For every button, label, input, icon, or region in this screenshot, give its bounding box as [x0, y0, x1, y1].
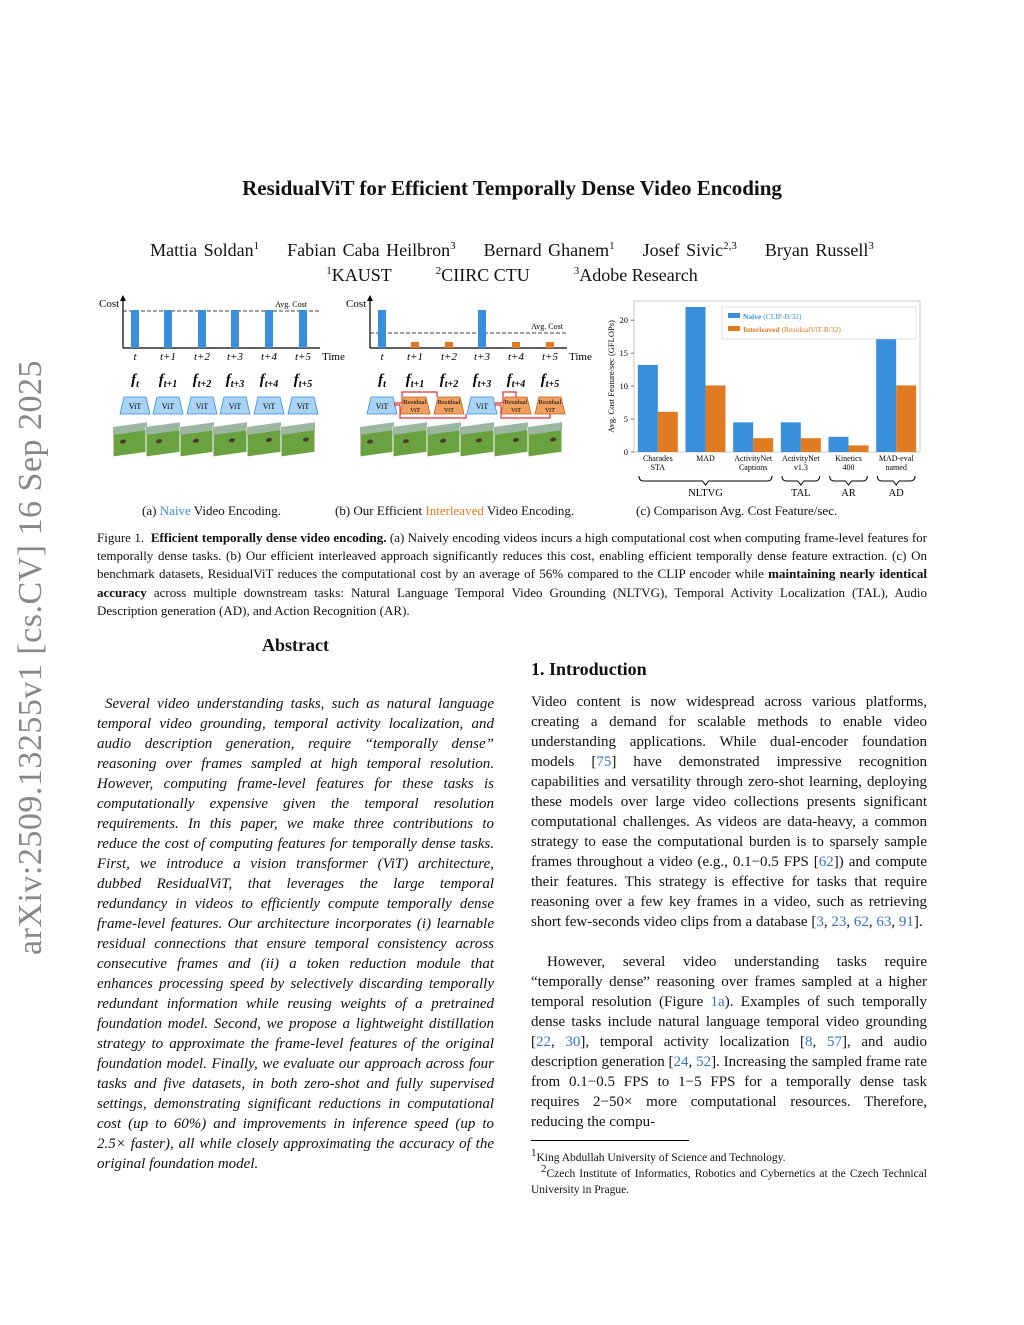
task-brace [639, 476, 772, 485]
intro-text-run: ], temporal activity localization [ [580, 1034, 806, 1050]
time-tick: t+2 [441, 351, 457, 363]
video-frame-thumbnail [360, 422, 394, 457]
affiliation-2: $^3$Adobe Research [573, 265, 698, 285]
affiliation-1: $^2$CIIRC CTU [435, 265, 530, 285]
intro-text-run: , [868, 914, 877, 930]
citation-link[interactable]: 8 [805, 1034, 813, 1050]
bar-naive-4 [829, 437, 849, 452]
footnote-2: $^2$Czech Institute of Informatics, Robotics and Cybernetics at the Czech Technical University in Prague. [531, 1163, 927, 1196]
author-2: Bernard Ghanem$^1$ [483, 240, 615, 260]
author-3: Josef Sivic$^{2,3}$ [642, 240, 737, 260]
x-tick-label: ActivityNet [734, 454, 773, 463]
abstract-heading: Abstract [262, 635, 329, 655]
bar-interleaved-3 [801, 438, 821, 452]
intro-paragraph-2 [531, 952, 927, 1132]
encoder-label: ViT [161, 402, 175, 411]
bar-naive-3 [781, 422, 801, 452]
encoder-label: ViT [475, 402, 489, 411]
legend-swatch [728, 326, 740, 331]
chart-legend [722, 307, 916, 339]
subcaption-b: (b) Our Efficient Interleaved Video Encoding. [335, 503, 575, 518]
x-tick-label: 400 [842, 463, 855, 472]
bar-interleaved-4 [849, 445, 869, 452]
encoder-label: ViT [195, 402, 209, 411]
citation-link[interactable]: 1a [710, 994, 725, 1010]
cost-bar [478, 310, 486, 348]
feature-label: $f_{t+1}$ [405, 372, 425, 390]
x-tick-label: MAD-eval [878, 454, 914, 463]
x-tick-label: v1.3 [793, 463, 808, 472]
citation-link[interactable]: 3 [816, 914, 824, 930]
task-group-label: NLTVG [688, 488, 723, 499]
video-frame-thumbnail [180, 422, 214, 457]
intro-text-run: , [812, 1034, 827, 1050]
video-frame-thumbnail [113, 422, 147, 457]
x-tick-label: MAD [696, 454, 715, 463]
affiliation-list [0, 265, 1024, 286]
task-group-label: TAL [791, 488, 811, 499]
time-tick: t+5 [295, 351, 311, 363]
x-tick-label: Charades [642, 454, 673, 463]
time-label: Time [569, 351, 592, 363]
encoder-label: ViT [409, 407, 421, 414]
feature-label: $f_{t+1}$ [158, 372, 178, 390]
arxiv-stamp: arXiv:2509.13255v1 [cs.CV] 16 Sep 2025 [12, 359, 49, 955]
x-tick-label: Captions [738, 463, 768, 472]
figure-panel-c-chart [600, 295, 925, 500]
time-tick: t+1 [160, 351, 176, 363]
feature-label: $f_{t+5}$ [293, 372, 313, 390]
bar-naive-0 [638, 365, 658, 452]
time-tick: t [133, 351, 137, 363]
time-tick: t+3 [474, 351, 490, 363]
feature-label: $f_{t+3}$ [472, 372, 492, 390]
cost-bar [546, 342, 554, 348]
legend-swatch [728, 313, 740, 318]
y-tick-label: 15 [619, 348, 628, 359]
task-group-label: AR [841, 488, 856, 499]
feature-label: $f_{t+4}$ [259, 372, 279, 390]
citation-link[interactable]: 52 [696, 1054, 712, 1070]
video-frame-thumbnail [247, 422, 281, 457]
time-tick: t+3 [227, 351, 243, 363]
video-frame-thumbnail [494, 422, 528, 457]
x-tick-label: Kinetics [835, 454, 862, 463]
intro-text-run: , [891, 914, 899, 930]
task-brace [877, 476, 915, 485]
citation-link[interactable]: 23 [831, 914, 847, 930]
x-tick-label: ActivityNet [781, 454, 820, 463]
time-tick: t [380, 351, 384, 363]
encoder-label: ViT [296, 402, 310, 411]
x-tick-label: STA [650, 463, 666, 472]
encoder-label: Residual [504, 399, 528, 406]
task-brace [830, 476, 868, 485]
bar-naive-2 [733, 422, 753, 452]
legend-entry: Interleaved (ResidualViT-B/32) [743, 325, 841, 334]
video-frame-thumbnail [146, 422, 180, 457]
cost-bar [164, 310, 172, 348]
bar-interleaved-1 [706, 385, 726, 452]
intro-text-run: Video content is now widespread across various platforms, creating a demand for scalable methods to enable video understanding applications. While dual-encoder foundation models [ [531, 694, 927, 770]
cost-bar [512, 342, 520, 348]
x-tick-label: named [885, 463, 907, 472]
citation-link[interactable]: 63 [876, 914, 892, 930]
intro-text-run: , [551, 1034, 566, 1050]
encoder-label: ViT [228, 402, 242, 411]
feature-label: $f_t$ [378, 372, 386, 390]
cost-bar [411, 342, 419, 348]
intro-text-run: , [688, 1054, 697, 1070]
time-tick: t+4 [508, 351, 524, 363]
axis-arrow [120, 295, 126, 301]
task-group-label: AD [888, 488, 904, 499]
citation-link[interactable]: 30 [565, 1034, 581, 1050]
author-0: Mattia Soldan$^1$ [150, 240, 260, 260]
cost-bar [265, 310, 273, 348]
cost-bar [378, 310, 386, 348]
feature-label: $f_{t+4}$ [506, 372, 526, 390]
intro-text-run: ). Examples of such temporally dense tasks include natural language temporal video grounding [ [531, 994, 927, 1050]
citation-link[interactable]: 24 [673, 1054, 689, 1070]
time-tick: t+4 [261, 351, 277, 363]
encoder-label: ViT [262, 402, 276, 411]
feature-label: $f_{t+5}$ [540, 372, 560, 390]
bar-interleaved-5 [896, 385, 916, 452]
y-tick-label: 10 [619, 381, 628, 392]
cost-bar [231, 310, 239, 348]
y-tick-label: 5 [623, 414, 628, 425]
figure-caption: Figure 1. Efficient temporally dense video encoding. (a) Naively encoding videos incurs a high computational cost when computing frame-level features for temporally dense tasks. (b) Our efficient interleaved approach significantly reduces this cost, enabling efficient temporally dense feature extraction. (c) On benchmark datasets, ResidualViT reduces the computational cost by an average of 56% compared to the CLIP encoder while maintaining nearly identical accuracy across multiple downstream tasks: Natural Language Temporal Video Grounding (NLTVG), Temporal Activity Localization (TAL), Audio Description generation (AD), and Action Recognition (AR). [97, 530, 927, 618]
feature-label: $f_{t+2}$ [439, 372, 459, 390]
bar-interleaved-0 [658, 412, 678, 452]
intro-text-run: ]. Increasing the sampled frame rate from 0.1−0.5 FPS to 1−5 FPS for a temporally dense task requires 2−50× more computational resources. Therefore, reducing the compu- [531, 1054, 928, 1130]
time-tick: t+1 [407, 351, 423, 363]
intro-text-run: ]) and compute their features. This strategy is effective for tasks that require reasoning over a few key frames in a video, such as retrieving short few-seconds video clips from a database [ [531, 854, 927, 930]
citation-link[interactable]: 62 [818, 854, 834, 870]
video-frame-thumbnail [213, 422, 247, 457]
citation-link[interactable]: 91 [898, 914, 914, 930]
bar-interleaved-2 [753, 438, 773, 452]
legend-entry: Naive (CLIP-B/32) [743, 312, 802, 321]
affiliation-0: $^1$KAUST [326, 265, 392, 285]
cost-label: Cost [99, 298, 120, 310]
video-frame-thumbnail [281, 422, 315, 457]
avg-cost-label: Avg. Cost [531, 322, 563, 331]
time-label: Time [322, 351, 345, 363]
encoder-label: Residual [437, 399, 461, 406]
intro-heading: 1. Introduction [531, 659, 647, 679]
cost-label: Cost [346, 298, 367, 310]
author-4: Bryan Russell$^3$ [764, 240, 874, 260]
encoder-label: ViT [375, 402, 389, 411]
video-frame-thumbnail [460, 422, 494, 457]
abstract-text: Several video understanding tasks, such as natural language temporal video grounding, temporal activity localization, and audio description generation, require “temporally dense” reasoning over frames sampled at high temporal resolution. However, computing frame-level features for these tasks is computationally expensive given the temporal resolution requirements. In this paper, we make three contributions to reduce the cost of computing features for temporally dense tasks. First, we introduce a vision transformer (ViT) architecture, dubbed ResidualViT, that leverages the large temporal redundancy in videos to efficiently compute temporally dense frame-level features. Our architecture incorporates (i) learnable residual connections that ensure temporal consistency across consecutive frames and (ii) a token reduction module that enhances processing speed by selectively discarding temporally redundant information while reusing weights of a pretrained foundation model. Second, we propose a lightweight distillation strategy to approximate the frame-level features of the original foundation model. Finally, we evaluate our approach across four tasks and five datasets, in both zero-shot and fully supervised settings, demonstrating significant reductions in computational cost (up to 60%) and improvements in inference speed (up to 2.5× faster), all while closely approximating the accuracy of the original foundation model. [97, 696, 494, 1172]
encoder-label: Residual [403, 399, 427, 406]
citation-link[interactable]: 75 [596, 754, 612, 770]
bar-naive-1 [686, 307, 706, 452]
intro-text-run: , [846, 914, 854, 930]
intro-text-run: , [823, 914, 832, 930]
intro-text-run: ] have demonstrated impressive recognition capabilities and versatility through zero-shot learning, deploying these models over large video collections presents significant computational challenges. As videos are data-heavy, a common strategy to ease the computational burden is to sparsely sample frames throughout a video (e.g., 0.1−0.5 FPS [ [531, 754, 928, 870]
time-tick: t+2 [194, 351, 210, 363]
video-frame-thumbnail [528, 422, 562, 457]
cost-bar [299, 310, 307, 348]
figure-panel-b [342, 293, 607, 468]
encoder-label: ViT [443, 407, 455, 414]
subcaption-a: (a) Naive Video Encoding. [142, 503, 282, 518]
y-axis-label: Avg. Cost Feature/sec (GFLOPs) [606, 320, 616, 433]
subcaption-c: (c) Comparison Avg. Cost Feature/sec. [636, 503, 838, 518]
paper-title: ResidualViT for Efficient Temporally Dense Video Encoding [242, 176, 782, 200]
intro-text-run: However, several video understanding tasks require “temporally dense” reasoning over frames sampled at a higher temporal resolution (Figure [531, 954, 927, 1010]
intro-paragraph-1 [531, 692, 927, 932]
encoder-label: ViT [128, 402, 142, 411]
author-1: Fabian Caba Heilbron$^3$ [287, 240, 456, 260]
citation-link[interactable]: 57 [826, 1034, 842, 1050]
video-frame-thumbnail [427, 422, 461, 457]
encoder-label: Residual [538, 399, 562, 406]
avg-cost-label: Avg. Cost [275, 300, 307, 309]
y-tick-label: 20 [619, 315, 628, 326]
task-brace [782, 476, 820, 485]
time-tick: t+5 [542, 351, 558, 363]
y-tick-label: 0 [623, 447, 628, 457]
cost-bar [198, 310, 206, 348]
encoder-label: ViT [544, 407, 556, 414]
footnote-rule [531, 1140, 689, 1141]
intro-text-run: ]. [913, 914, 923, 930]
author-list [0, 240, 1024, 261]
feature-label: $f_{t+2}$ [192, 372, 212, 390]
cost-bar [131, 310, 139, 348]
axis-arrow [367, 295, 373, 301]
cost-bar [445, 342, 453, 348]
video-frame-thumbnail [393, 422, 427, 457]
figure-panel-a [95, 293, 365, 468]
citation-link[interactable]: 22 [536, 1034, 551, 1050]
footnote-1: $^1$King Abdullah University of Science and Technology. [531, 1147, 786, 1164]
intro-text-run: ], and audio description generation [ [531, 1034, 927, 1070]
encoder-label: ViT [510, 407, 522, 414]
citation-link[interactable]: 62 [853, 914, 869, 930]
feature-label: $f_t$ [131, 372, 139, 390]
feature-label: $f_{t+3}$ [225, 372, 245, 390]
